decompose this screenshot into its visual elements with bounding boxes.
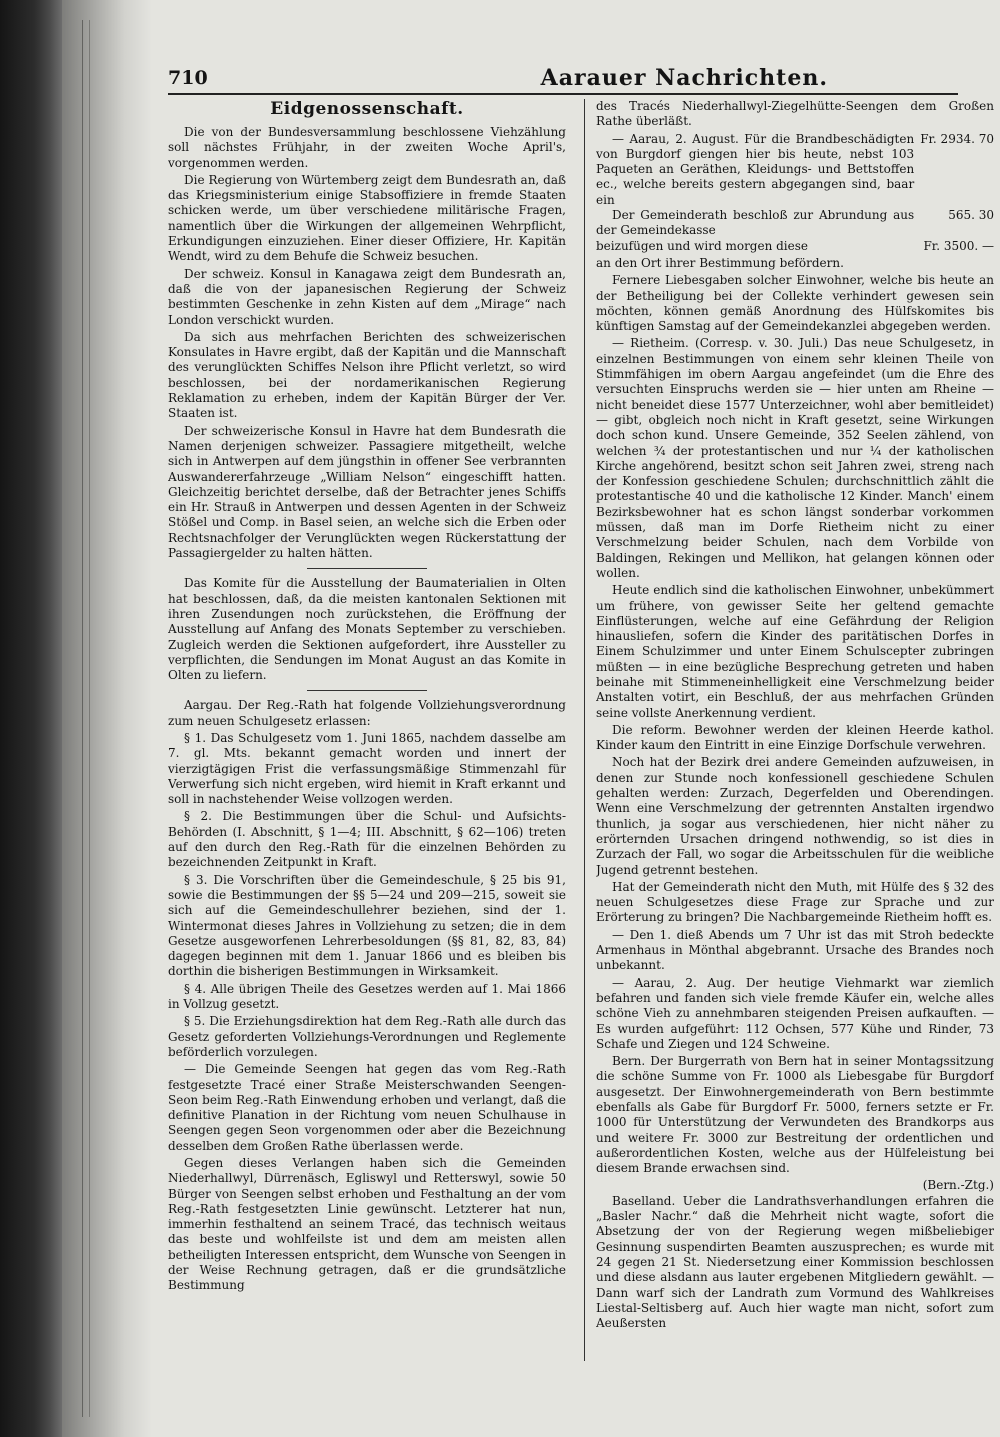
article-paragraph: Baselland. Ueber die Landrathsverhandlungen erfahren die „Basler Nachr.“ daß die Mehrheit nicht wagte, sofort die Absetzung der von der Regierung wegen mißbeliebiger Gesinnung suspendirten Beamten auszusprechen; es wurde mit 24 gegen 21 St. Niedersetzung einer Kommission beschlossen und diese alsdann aus lauter ergebenen Mitgliedern gewählt. — Dann warf sich der Landrath zum Vormund des Wahlkreises Liestal-Seltisberg auf. Auch hier wagte man nicht, sofort zum Aeußersten — [596, 1193, 994, 1331]
section-separator — [307, 568, 427, 569]
article-paragraph: Der schweizerische Konsul in Havre hat dem Bundesrath die Namen derjenigen schweizer. Passagiere mitgetheilt, welche sich in Antwerpen auf dem jüngsthin in offener See verbrannten Auswandererfahrzeuge „William Nelson“ eingeschifft hatten. Gleichzeitig berichtet derselbe, daß der Betrachter jenes Schiffs ein Hr. Strauß in Antwerpen und dessen Agenten in der Schweiz Stößel und Comp. in Basel seien, an welche sich die Erben oder Rechtsnachfolger der Verunglückten wegen Rückerstattung der Passagiergelder zu halten hätten. — [168, 423, 566, 561]
forward-text: beizufügen und wird morgen diese — [596, 238, 809, 253]
donation-accounts — [596, 132, 994, 254]
article-paragraph: Noch hat der Bezirk drei andere Gemeinden aufzuweisen, in denen zur Stunde noch konfessionell geschiedene Schulen gehalten werden: Zurzach, Degerfelden und Oberendingen. Wenn eine Verschmelzung der getrennten Anstalten irgendwo thunlich, ja sogar aus verschiedenen, hier nicht näher zu erörternden Ursachen dringend nothwendig, so ist dies in Zurzach der Fall, wo sogar die Arbeitsschulen für die weibliche Jugend getrennt bestehen. — [596, 755, 994, 877]
article-paragraph: — Rietheim. (Corresp. v. 30. Juli.) Das neue Schulgesetz, in einzelnen Bestimmungen von einem sehr kleinen Theile von Stimmfähigen im obern Aargau angefeindet (um die Ehre des versuchten Einspruchs werden sie — hier unten am Rheine — nicht beneidet diese 1577 Unterzeichner, wohl aber bemitleidet) — gibt, obgleich noch nicht in Kraft gesetzt, seine Wirkungen doch schon kund. Unsere Gemeinde, 352 Seelen zählend, von welchen ¾ der protestantischen und nur ¼ der katholischen Kirche angehörend, besitzt schon seit Jahren zwei, streng nach der Konfession geschiedene Schulen; durchschnittlich zählt die protestantische 40 und die katholische 12 Kinder. Manch' einem Bezirksbewohner hat es schon längst sonderbar vorkommen müssen, daß man im Dorfe Rietheim nicht zu einer Verschmelzung beider Schulen, nach dem Vorbilde von Baldingen, Rekingen und Mellikon, hat gelangen können oder wollen. — [596, 336, 994, 580]
donation-intro: — Aarau, 2. August. Für die Brandbeschädigten von Burgdorf giengen hier bis heute, nebst 103 Paqueten an Geräthen, Kleidungs- und Bettstoffen ec., welche bereits gestern abgegangen sind, baar ein — [596, 131, 915, 207]
article-paragraph: an den Ort ihrer Bestimmung befördern. — [596, 255, 844, 270]
column-divider — [584, 99, 585, 1361]
article-paragraph: Die von der Bundesversammlung beschlossene Viehzählung soll nächstes Frühjahr, in der zweiten Woche April's, vorgenommen werden. — [168, 125, 566, 170]
article-paragraph: § 1. Das Schulgesetz vom 1. Juni 1865, nachdem dasselbe am 7. gl. Mts. bekannt gemacht worden und innert der vierzigtägigen Frist die verfassungsmäßige Stimmenzahl für Verwerfung sich nicht ergeben, wird hiemit in Kraft erkannt und soll in nachstehender Weise vollzogen werden. — [168, 730, 566, 807]
page-number: 710 — [168, 67, 208, 89]
source-credit: (Bern.-Ztg.) — [922, 1178, 994, 1193]
article-paragraph: Hat der Gemeinderath nicht den Muth, mit Hülfe des § 32 des neuen Schulgesetzes diese Frage zur Sprache und zur Erörterung zu bringen? Die Nachbargemeinde Rietheim hofft es. — [596, 879, 994, 925]
article-paragraph: Fernere Liebesgaben solcher Einwohner, welche bis heute an der Betheiligung bei der Collekte verhindert gewesen sein möchten, können gemäß Anordnung des Hülfskomites bis künftigen Samstag auf der Gemeindekanzlei abgegeben werden. — [596, 273, 994, 334]
article-paragraph: des Tracés Niederhallwyl-Ziegelhütte-Seengen dem Großen Rathe überläßt. — [596, 99, 994, 129]
council-contribution-amount: 565. 30 — [948, 208, 994, 223]
article-paragraph: — Aarau, 2. Aug. Der heutige Viehmarkt war ziemlich befahren und fanden sich viele fremde Käufer ein, welche alles schöne Vieh zu annehmbaren steigenden Preisen aufkauften. — Es wurden aufgeführt: 112 Ochsen, 577 Kühe und Rinder, 73 Schafe und Ziegen und 124 Schweine. — [596, 975, 994, 1051]
article-paragraph: — Die Gemeinde Seengen hat gegen das vom Reg.-Rath festgesetzte Tracé einer Straße Meisterschwanden Seengen-Seon beim Reg.-Rath Einwendung erhoben und verlangt, daß die definitive Planation in der Richtung vom neuen Schulhause in Seengen gegen Seon vorgenommen oder aber die Bezeichnung desselben dem Großen Rathe überlassen werde. — [168, 1062, 566, 1153]
running-title: Aarauer Nachrichten. — [540, 65, 828, 91]
header-rule — [168, 93, 958, 95]
left-column — [168, 99, 566, 1369]
article-paragraph: Gegen dieses Verlangen haben sich die Gemeinden Niederhallwyl, Dürrenäsch, Egliswyl und Retterswyl, sowie 50 Bürger von Seengen selbst erhoben und Festhaltung an der vom Reg.-Rath festgesetzten Linie gewünscht. Letzterer hat nun, immerhin festhaltend an seinem Tracé, das technisch weitaus das beste und wohlfeilste ist und dem am meisten allen betheiligten Interessen entspricht, dem Wunsche von Seengen in der Weise Rechnung getragen, daß er die grundsätzliche Bestimmung — [168, 1156, 566, 1293]
article-paragraph: Das Komite für die Ausstellung der Baumaterialien in Olten hat beschlossen, daß, da die meisten kantonalen Sektionen mit ihren Zusendungen noch zurückstehen, die Eröffnung der Ausstellung auf Anfang des Monats September zu verschieben. Zugleich werden die Sektionen aufgefordert, ihre Aussteller zu verpflichten, die Sendungen im Monat August an das Komite in Olten zu liefern. — [168, 576, 566, 683]
article-paragraph: Die Regierung von Würtemberg zeigt dem Bundesrath an, daß das Kriegsministerium einige Stabsoffiziere in fremde Staaten schicken werde, um über verschiedene militärische Fragen, namentlich über die Wirkungen der allgemeinen Wehrpflicht, Erkundigungen einzuziehen. Einer dieser Offiziere, Hr. Kapitän Wendt, wird zu dem Behufe die Schweiz besuchen. — [168, 172, 566, 264]
council-contribution-text: Der Gemeinderath beschloß zur Abrundung aus der Gemeindekasse — [596, 208, 915, 238]
article-paragraph: § 5. Die Erziehungsdirektion hat dem Reg.-Rath alle durch das Gesetz geforderten Vollziehungs-Verordnungen und Reglemente beförderlich vorzulegen. — [168, 1014, 566, 1059]
donation-amount: Fr. 2934. 70 — [920, 131, 994, 146]
page-content — [108, 55, 994, 1385]
article-paragraph: § 4. Alle übrigen Theile des Gesetzes werden auf 1. Mai 1866 in Vollzug gesetzt. — [168, 981, 566, 1012]
article-paragraph: § 3. Die Vorschriften über die Gemeindeschule, § 25 bis 91, sowie die Bestimmungen der §§ 5—24 und 209—215, soweit sie sich auf die Gemeindeschullehrer beziehen, sind der 1. Wintermonat dieses Jahres in Vollziehung zu setzen; die in dem Gesetze ausgeworfenen Lehrerbesoldungen (§§ 81, 82, 83, 84) dagegen beginnen mit dem 1. Januar 1866 und es bleiben bis dorthin die bisherigen Bestimmungen in Wirksamkeit. — [168, 872, 566, 979]
donation-total: Fr. 3500. — — [923, 238, 994, 253]
article-paragraph: — Den 1. dieß Abends um 7 Uhr ist das mit Stroh bedeckte Armenhaus in Mönthal abgebrannt. Ursache des Brandes noch unbekannt. — [596, 927, 994, 973]
article-paragraph: § 2. Die Bestimmungen über die Schul- und Aufsichts-Behörden (I. Abschnitt, § 1—4; III. Abschnitt, § 62—106) treten auf den durch den Reg.-Rath für die einzelnen Behörden zu bezeichnenden Zeitpunkt in Kraft. — [168, 809, 566, 870]
section-separator — [307, 690, 427, 691]
article-paragraph: Bern. Der Burgerrath von Bern hat in seiner Montagssitzung die schöne Summe von Fr. 1000 als Liebesgabe für Burgdorf ausgesetzt. Der Einwohnergemeinderath von Bern bestimmte ebenfalls als Gabe für Burgdorf Fr. 5000, ferners setzte er Fr. 1000 für Unterstützung der Verwundeten des Brandkorps aus und weitere Fr. 3000 zur Bestreitung der ordentlichen und außerordentlichen Kosten, welche aus der Hülfeleistung bei diesem Brande erwachsen sind. — [596, 1054, 994, 1176]
article-paragraph: Der schweiz. Konsul in Kanagawa zeigt dem Bundesrath an, daß die von der japanesischen Regierung der Schweiz bestimmten Geschenke in zehn Kisten auf dem „Mirage“ nach London verschickt wurden. — [168, 266, 566, 327]
article-paragraph: Da sich aus mehrfachen Berichten des schweizerischen Konsulates in Havre ergibt, daß der Kapitän und die Mannschaft des verunglückten Schiffes Nelson ihre Pflicht verletzt, so wird beschlossen, bei der nordamerikanischen Regierung Reklamation zu erheben, indem der Kapitän Bürger der Ver. Staaten ist. — [168, 329, 566, 421]
article-paragraph: Die reform. Bewohner werden der kleinen Heerde kathol. Kinder kaum den Eintritt in eine Einzige Dorfschule verwehren. — [596, 722, 994, 753]
book-spine — [0, 0, 62, 1437]
article-paragraph: Aargau. Der Reg.-Rath hat folgende Vollziehungsverordnung zum neuen Schulgesetz erlassen: — [168, 698, 566, 728]
right-column — [596, 99, 994, 1369]
article-paragraph: Heute endlich sind die katholischen Einwohner, unbekümmert um frühere, von gewisser Seite her geltend gemachte Einflüsterungen, welche auf eine Gefährdung der Religion hinausliefen, sofern die Kinder des paritätischen Dorfes in Einem Schulzimmer und unter Einem Schulscepter zubringen müßten — in eine bezügliche Besprechung getreten und haben beinahe mit Stimmeneinhelligkeit eine Verschmelzung beider Anstalten votirt, ein Beschluß, der aus mehrfachen Gründen seine vollste Anerkennung verdient. — [596, 583, 994, 720]
section-heading: Eidgenossenschaft. — [270, 99, 464, 119]
page-edge-shadow — [82, 20, 90, 1417]
